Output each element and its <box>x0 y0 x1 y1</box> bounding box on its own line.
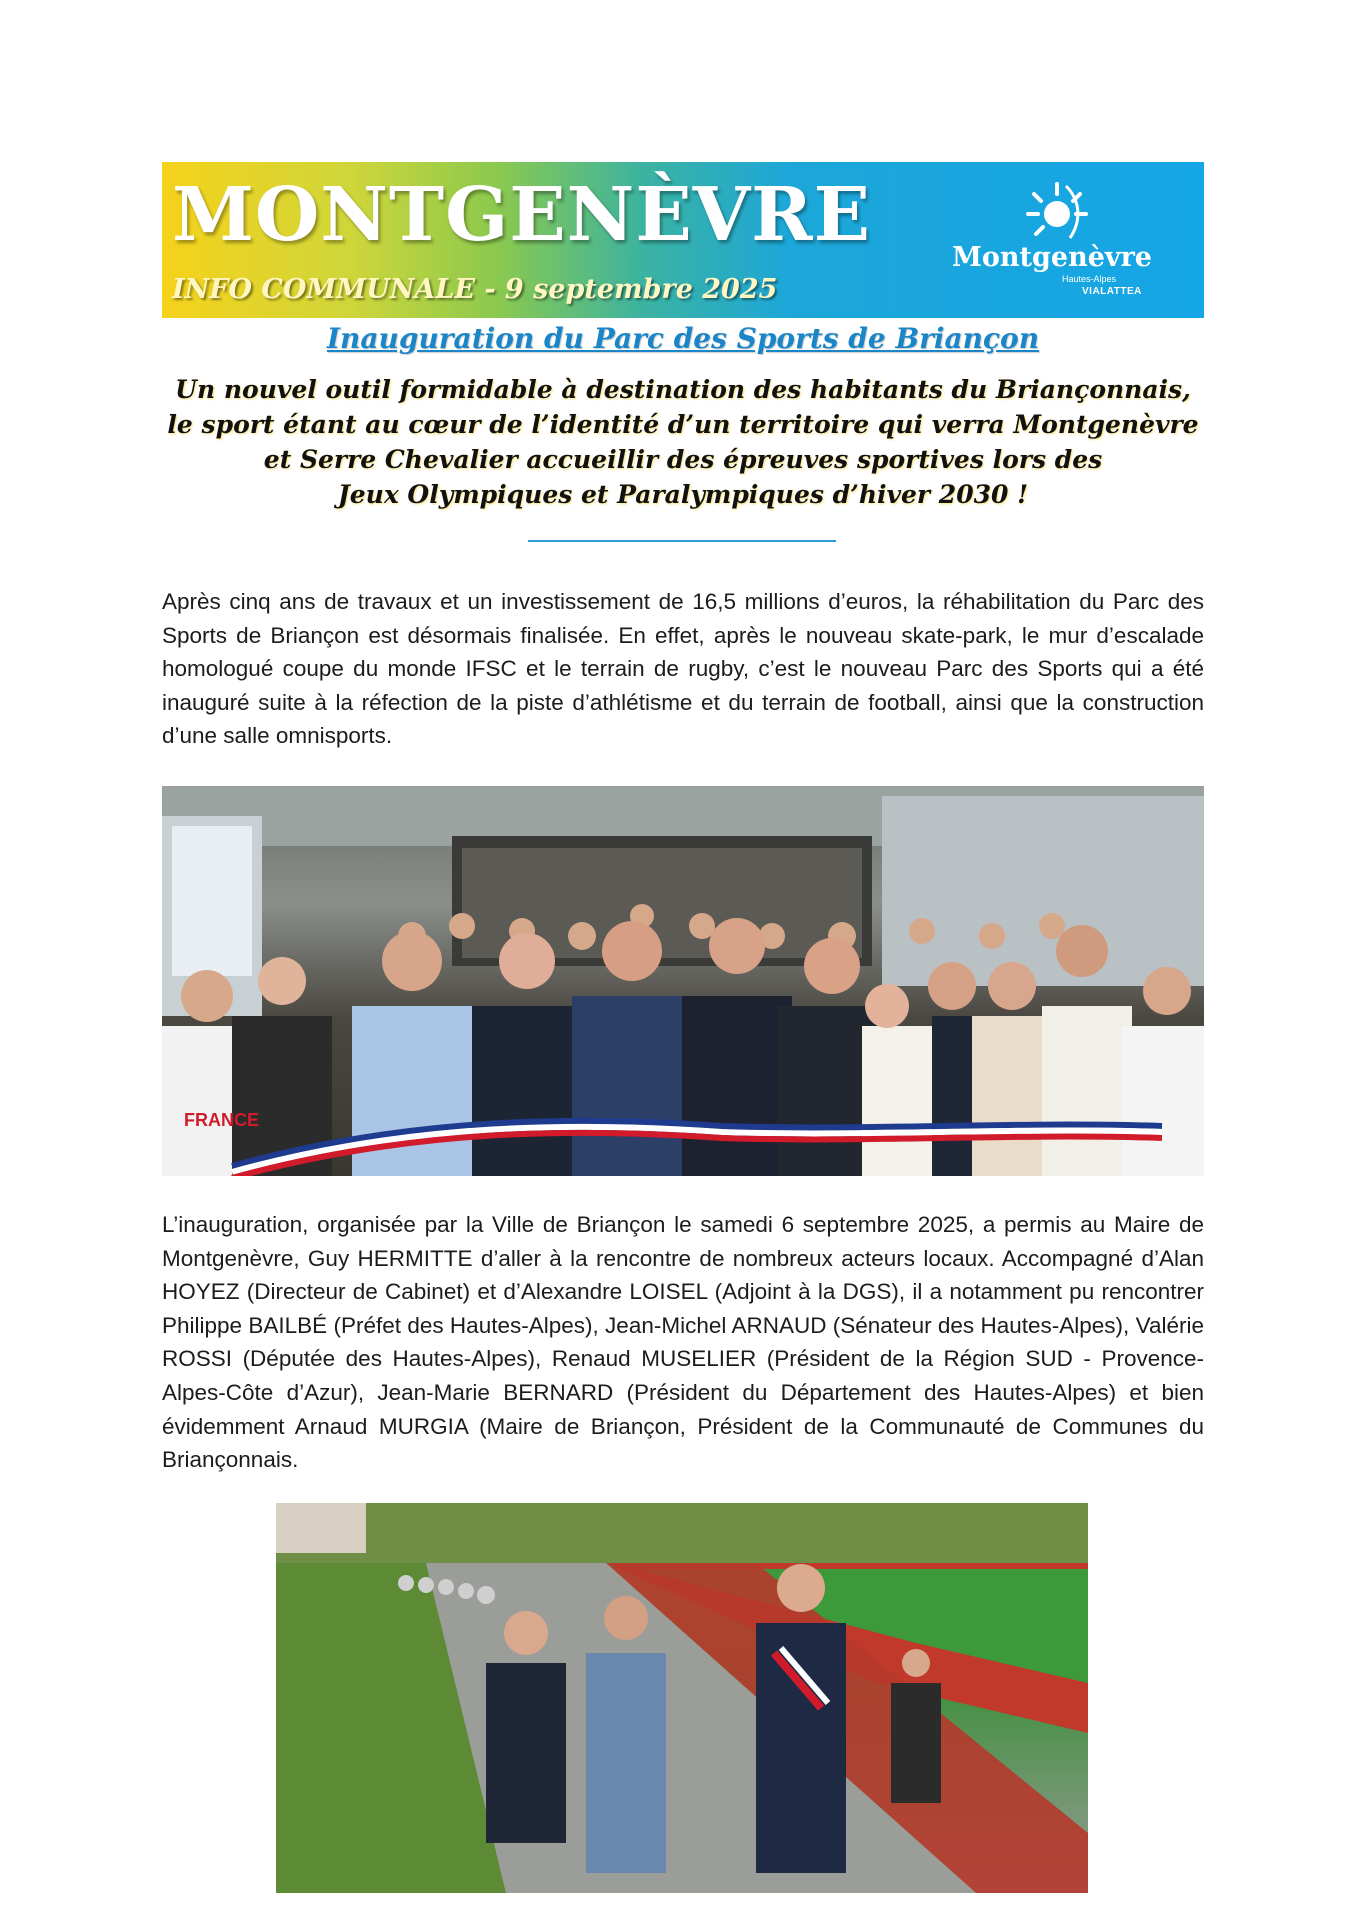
sun-icon <box>1022 180 1092 242</box>
logo-partner: VIALATTEA <box>1082 286 1142 297</box>
banner-subtitle: INFO COMMUNALE - 9 septembre 2025 <box>172 274 778 305</box>
divider <box>528 540 836 542</box>
article-lead <box>162 372 1204 512</box>
montgenevre-logo <box>952 180 1182 310</box>
lead-line: le sport étant au cœur de l’identité d’un territoire qui verra Montgenèvre <box>167 410 1199 439</box>
lead-line: Jeux Olympiques et Paralympiques d’hiver 2030 ! <box>337 480 1029 509</box>
logo-name: Montgenèvre <box>952 242 1152 273</box>
logo-region: Hautes-Alpes <box>1062 274 1117 284</box>
lead-line: et Serre Chevalier accueillir des épreuves sportives lors des <box>263 445 1103 474</box>
lead-line: Un nouvel outil formidable à destination des habitants du Briançonnais, <box>175 375 1191 404</box>
stadium-walk-photo <box>276 1503 1088 1893</box>
ribbon-cutting-photo <box>162 786 1204 1176</box>
paragraph-inauguration: L’inauguration, organisée par la Ville de Briançon le samedi 6 septembre 2025, a permis au Maire de Montgenèvre, Guy HERMITTE d’aller à la rencontre de nombreux acteurs locaux. Accompagné d’Alan HOYEZ (Directeur de Cabinet) et d’Alexandre LOISEL (Adjoint à la DGS), il a notamment pu rencontrer Philippe BAILBÉ (Préfet des Hautes-Alpes), Jean-Michel ARNAUD (Sénateur des Hautes-Alpes), Valérie ROSSI (Députée des Hautes-Alpes), Renaud MUSELIER (Président de la Région SUD - Provence-Alpes-Côte d’Azur), Jean-Marie BERNARD (Président du Département des Hautes-Alpes) et bien évidemment Arnaud MURGIA (Maire de Briançon, Président de la Communauté de Communes du Briançonnais. <box>162 1212 1204 1473</box>
banner-title: MONTGENÈVRE <box>172 172 872 258</box>
article-headline: Inauguration du Parc des Sports de Briançon <box>326 322 1040 355</box>
shirt-text: FRANCE <box>184 1110 259 1130</box>
header-banner <box>162 162 1204 318</box>
paragraph-intro: Après cinq ans de travaux et un investissement de 16,5 millions d’euros, la réhabilitation du Parc des Sports de Briançon est désormais finalisée. En effet, après le nouveau skate-park, le mur d’escalade homologué coupe du monde IFSC et le terrain de rugby, c’est le nouveau Parc des Sports qui a été inauguré suite à la réfection de la piste d’athlétisme et du terrain de football, ainsi que la construction d’une salle omnisports. <box>162 589 1204 749</box>
